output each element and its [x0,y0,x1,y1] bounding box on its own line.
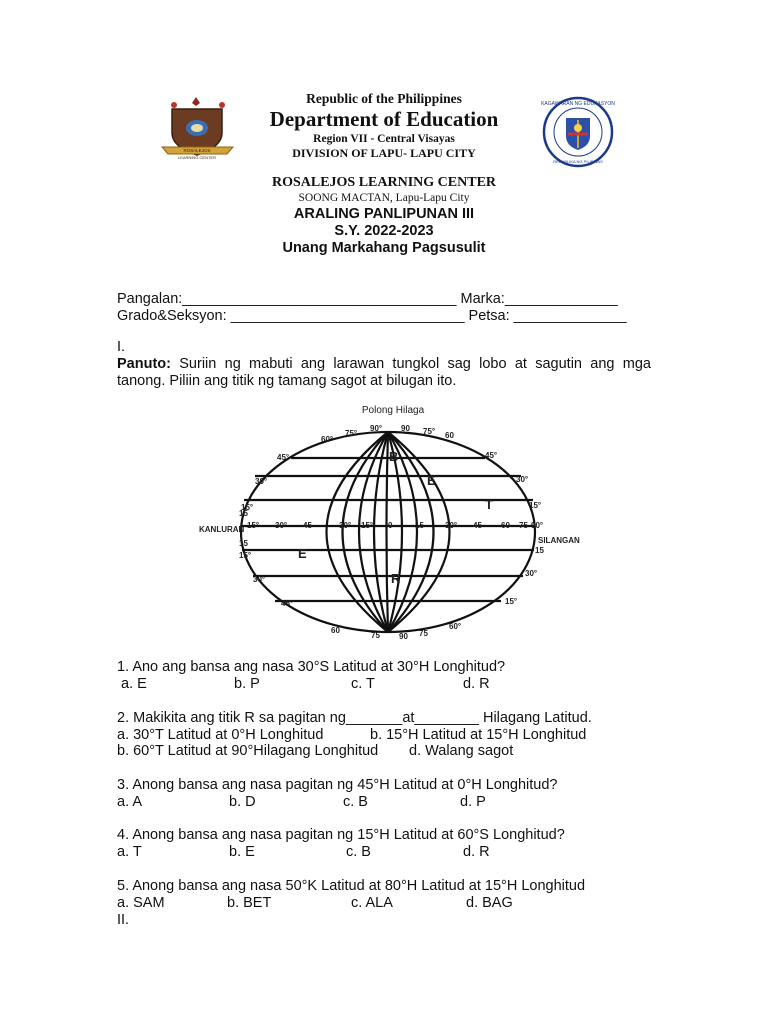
question-1: 1. Ano ang bansa ang nasa 30°S Latitud at 30°H Longhitud? [117,659,506,675]
svg-text:60: 60 [501,521,510,530]
svg-text:15: 15 [535,546,544,555]
svg-text:15: 15 [239,539,248,548]
svg-text:30°: 30° [275,521,288,530]
header-division: DIVISION OF LAPU- LAPU CITY [292,146,476,160]
svg-text:45: 45 [303,521,312,530]
header-republic: Republic of the Philippines [306,91,462,106]
svg-text:15°: 15° [529,501,542,510]
svg-text:45°: 45° [485,451,498,460]
q3-option-a[interactable]: a. A [117,794,142,810]
svg-text:15°: 15° [247,521,260,530]
q5-option-d[interactable]: d. BAG [466,895,513,911]
school-address: SOONG MACTAN, Lapu-Lapu City [298,192,470,204]
q3-option-d[interactable]: d. P [460,794,486,810]
q2-option-c[interactable]: b. 60°T Latitud at 90°Hilagang Longhitud [117,743,379,759]
svg-text:30°: 30° [253,575,266,584]
q3-option-c[interactable]: c. B [343,794,368,810]
q4-option-c[interactable]: c. B [346,844,371,860]
question-4: 4. Anong bansa ang nasa pagitan ng 15°H Latitud at 60°S Longhitud? [117,827,565,843]
q2-option-d[interactable]: d. Walang sagot [409,743,514,759]
svg-text:15°: 15° [241,503,254,512]
svg-text:30°: 30° [445,521,458,530]
q2-option-b[interactable]: b. 15°H Latitud at 15°H Longhitud [370,727,587,743]
svg-text:60°: 60° [449,622,462,631]
svg-text:15°: 15° [505,597,518,606]
instruction-label: Panuto: [117,356,171,372]
globe-title: Polong Hilaga [361,405,425,416]
letter-e-south: E [298,546,307,561]
svg-text:90: 90 [399,632,408,641]
section-two-number: II. [117,912,130,928]
svg-text:30°: 30° [525,569,538,578]
svg-text:LEARNING CENTER: LEARNING CENTER [177,155,217,160]
q1-option-d[interactable]: d. R [463,676,490,692]
svg-text:0: 0 [388,521,393,530]
svg-text:15°: 15° [239,551,252,560]
question-2: 2. Makikita ang titik R sa pagitan ng_______at________ Hilagang Latitud. [117,710,592,726]
svg-text:30°: 30° [516,475,529,484]
school-year: S.Y. 2022-2023 [334,223,434,239]
svg-text:90°: 90° [370,424,383,433]
q1-option-b[interactable]: b. P [234,676,260,692]
svg-text:90: 90 [401,424,410,433]
svg-text:60: 60 [331,626,340,635]
exam-title: Unang Markahang Pagsusulit [282,240,486,256]
section-one-number: I. [117,339,126,355]
letter-b: B [389,449,399,464]
school-name: ROSALEJOS LEARNING CENTER [271,175,497,190]
svg-text:75°: 75° [345,429,358,438]
letter-r: R [391,571,401,586]
header-region: Region VII - Central Visayas [313,133,455,145]
globe-figure [195,398,580,643]
instructions [117,356,651,390]
svg-text:30°: 30° [339,521,352,530]
west-label: KANLURAN [199,525,245,534]
question-5-options [0,895,768,913]
svg-text:60: 60 [445,431,454,440]
svg-text:45: 45 [473,521,482,530]
q3-option-b[interactable]: b. D [229,794,256,810]
question-3-options [0,794,768,812]
question-1-options [0,676,768,694]
q4-option-b[interactable]: b. E [229,844,255,860]
question-2-options-row2 [0,743,768,761]
grade-date-line[interactable]: Grado&Seksyon: _____________________________ Petsa: ______________ [117,308,627,324]
q2-option-a[interactable]: a. 30°T Latitud at 0°H Longhitud [117,727,324,743]
svg-text:30°: 30° [255,477,268,486]
name-score-line[interactable]: Pangalan:__________________________________ Marka:______________ [117,291,618,307]
instruction-text: Suriin ng mabuti ang larawan tungkol sag lobo at sagutin ang mga tanong. Piliin ang titik ng tamang sagot at bilugan ito. [117,356,651,389]
letter-t: T [485,497,493,512]
east-label: SILANGAN [538,536,580,545]
letter-e-north: E [427,473,436,488]
svg-text:45°: 45° [281,599,294,608]
svg-text:15: 15 [239,509,248,518]
svg-text:75: 75 [419,629,428,638]
svg-text:15: 15 [415,521,424,530]
q1-option-c[interactable]: c. T [351,676,375,692]
question-4-options [0,844,768,862]
svg-text:75°: 75° [423,427,436,436]
svg-text:75: 75 [371,631,380,640]
subject-title: ARALING PANLIPUNAN III [293,206,475,222]
svg-text:KAGAWARAN NG EDUKASYON: KAGAWARAN NG EDUKASYON [541,101,615,107]
svg-text:75: 75 [519,521,528,530]
question-5: 5. Anong bansa ang nasa 50°K Latitud at 80°H Latitud at 15°H Longhitud [117,878,586,894]
svg-text:90°: 90° [531,521,544,530]
svg-text:15°: 15° [361,521,374,530]
q5-option-c[interactable]: c. ALA [351,895,393,911]
q5-option-b[interactable]: b. BET [227,895,272,911]
svg-text:45°: 45° [277,453,290,462]
question-3: 3. Anong bansa ang nasa pagitan ng 45°H Latitud at 0°H Longhitud? [117,777,558,793]
globe-graticule [195,398,580,643]
header-department: Department of Education [269,107,499,131]
q5-option-a[interactable]: a. SAM [117,895,165,911]
q4-option-d[interactable]: d. R [463,844,490,860]
svg-text:ROSALEJOS: ROSALEJOS [183,148,211,153]
svg-text:REPUBLIKA NG PILIPINAS: REPUBLIKA NG PILIPINAS [553,159,603,164]
svg-text:60°: 60° [321,435,334,444]
q4-option-a[interactable]: a. T [117,844,142,860]
q1-option-a[interactable]: a. E [117,676,147,692]
